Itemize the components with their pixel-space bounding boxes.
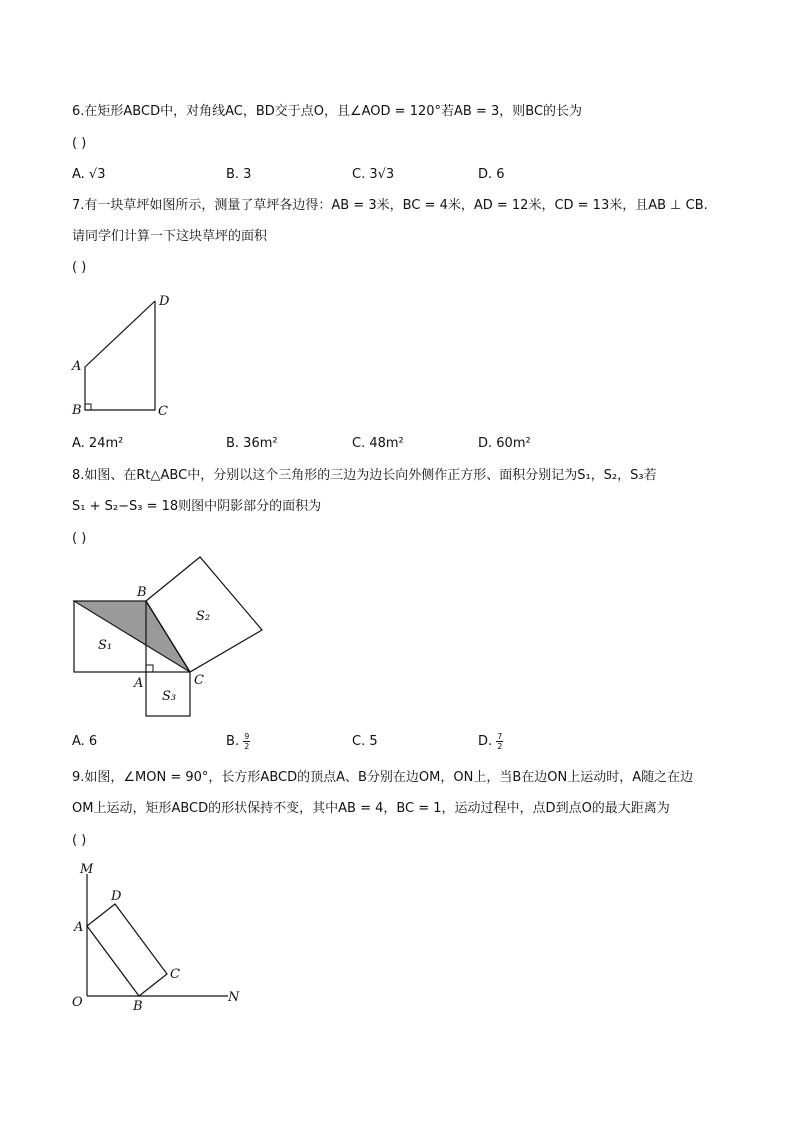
q7-label-b: B — [72, 403, 82, 418]
q7-option-c: C. 48m² — [352, 436, 404, 451]
q6-option-a: A. √3 — [72, 167, 106, 182]
q7-label-d: D — [159, 294, 170, 309]
q7-answer-paren: ( ) — [72, 260, 87, 275]
q8-text-line2: S₁ + S₂−S₃ = 18则图中阴影部分的面积为 — [72, 499, 322, 514]
q8-label-a: A — [134, 676, 144, 691]
q9-text: 9.如图，∠MON = 90°，长方形ABCD的顶点A、B分别在边OM，ON上，当B在边ON上运动时，A随之在边 — [72, 770, 694, 785]
q8-figure — [66, 548, 276, 724]
q9-answer-paren: ( ) — [72, 833, 87, 848]
q8-label-s1: S₁ — [98, 638, 113, 653]
q9-label-o: O — [72, 995, 83, 1010]
q8-label-s2: S₂ — [196, 609, 211, 624]
q9-label-n: N — [228, 990, 240, 1005]
q6-answer-paren: ( ) — [72, 136, 87, 151]
q6-option-c: C. 3√3 — [352, 167, 395, 182]
q7-text-line2: 请同学们计算一下这块草坪的面积 — [72, 229, 268, 244]
q7-figure — [66, 290, 186, 422]
q6-option-b: B. 3 — [226, 167, 252, 182]
q9-label-m: M — [80, 862, 94, 877]
q9-label-d: D — [111, 889, 122, 904]
q6-text: 6.在矩形ABCD中，对角线AC，BD交于点O，且∠AOD = 120°若AB = 3，则BC的长为 — [72, 104, 583, 119]
q7-option-d: D. 60m² — [478, 436, 531, 451]
q9-figure — [66, 858, 256, 1018]
q8-label-s3: S₃ — [162, 689, 177, 704]
q8-option-c: C. 5 — [352, 734, 378, 749]
q9-text-line2: OM上运动，矩形ABCD的形状保持不变，其中AB = 4，BC = 1，运动过程中，点D到点O的最大距离为 — [72, 801, 670, 816]
q6-option-d: D. 6 — [478, 167, 505, 182]
q7-label-a: A — [72, 359, 82, 374]
q8-option-b: B. $\frac{9}{2}$ — [226, 732, 250, 751]
q9-label-a: A — [74, 920, 84, 935]
q9-label-c: C — [170, 967, 180, 982]
q7-text: 7.有一块草坪如图所示，测量了草坪各边得：AB = 3米，BC = 4米，AD = 12米，CD = 13米，且AB ⊥ CB. — [72, 198, 708, 213]
q8-option-d: D. $\frac{7}{2}$ — [478, 732, 503, 751]
q8-label-b: B — [137, 585, 147, 600]
q7-label-c: C — [158, 404, 168, 419]
q7-option-a: A. 24m² — [72, 436, 124, 451]
q8-label-c: C — [194, 673, 204, 688]
q7-option-b: B. 36m² — [226, 436, 278, 451]
q8-text: 8.如图、在Rt△ABC中，分别以这个三角形的三边为边长向外侧作正方形、面积分别记为S₁，S₂，S₃若 — [72, 468, 657, 483]
q8-answer-paren: ( ) — [72, 531, 87, 546]
q9-label-b: B — [133, 999, 143, 1014]
q8-option-a: A. 6 — [72, 734, 98, 749]
